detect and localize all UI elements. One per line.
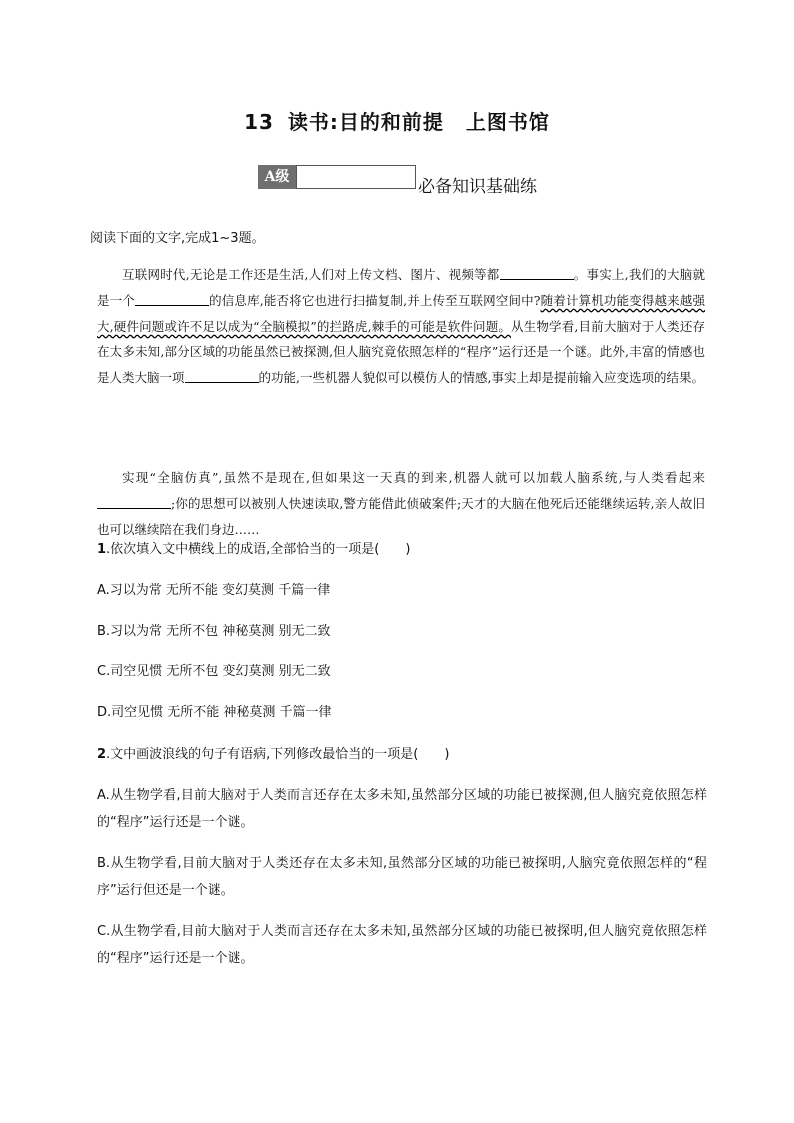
passage-text: ;你的思想可以被别人快速读取,警方能借此侦破案件;天才的大脑在他死后还能继续运转,亲人故旧也可以继续陪在我们身边……	[97, 495, 705, 537]
question-1-option-c[interactable]: C.司空见惯 无所不包 变幻莫测 别无二致	[97, 664, 331, 679]
level-box	[296, 165, 416, 189]
question-1-stem	[97, 536, 705, 563]
question-text: .文中画波浪线的句子有语病,下列修改最恰当的一项是( )	[106, 747, 450, 762]
question-2-option-b[interactable]: B.从生物学看,目前大脑对于人类还存在太多未知,虽然部分区域的功能已被探明,人脑究竟依照怎样的“程序”运行但还是一个谜。	[97, 856, 707, 898]
passage-text: 实现“全脑仿真”,虽然不是现在,但如果这一天真的到来,机器人就可以加载人脑系统,与人类看起来	[122, 470, 705, 485]
wavy-underlined-sentence: 随着计算机功能变得越来越强大,硬件问题或许不足以成为“全脑模拟”的拦路虎,棘手的可能是软件问题。	[97, 292, 705, 334]
question-1-option-b[interactable]: B.习以为常 无所不包 神秘莫测 别无二致	[97, 624, 331, 639]
lesson-title-sub: 上图书馆	[465, 110, 550, 134]
question-number: 1	[97, 542, 107, 557]
lesson-title-main: 读书:目的和前提	[287, 110, 444, 134]
question-1-option-a[interactable]: A.习以为常 无所不能 变幻莫测 千篇一律	[97, 583, 331, 598]
passage-text: 从生物学看,目前大脑对于人类还存在太多未知,部分区域的功能虽然已被探测,但人脑究竟依照怎样的“程序”运行还是一个谜。此外,丰富的情感也是人类大脑一项	[97, 318, 705, 386]
question-2-stem	[97, 741, 705, 768]
blank-line	[500, 266, 574, 280]
passage-text: 的功能,一些机器人貌似可以模仿人的情感,事实上却是提前输入应变选项的结果。	[258, 370, 704, 386]
passage-paragraph-1	[97, 262, 705, 391]
page-title	[0, 106, 794, 135]
question-2-option-c[interactable]: C.从生物学看,目前大脑对于人类而言还存在太多未知,虽然部分区域的功能已被探明,但人脑究竟依照怎样的“程序”运行还是一个谜。	[97, 924, 707, 966]
blank-line	[135, 292, 209, 306]
question-1-option-d[interactable]: D.司空见惯 无所不能 神秘莫测 千篇一律	[97, 705, 332, 720]
passage-text: 互联网时代,无论是工作还是生活,人们对上传文档、图片、视频等都	[122, 267, 500, 282]
passage-text: 。事实上,我们的大脑就是一个	[97, 267, 705, 308]
blank-line	[97, 495, 171, 509]
level-badge: A级	[258, 165, 296, 189]
level-label: 必备知识基础练	[418, 177, 537, 197]
lesson-number: 13	[244, 110, 274, 134]
question-2-option-a[interactable]: A.从生物学看,目前大脑对于人类而言还存在太多未知,虽然部分区域的功能已被探测,但人脑究竟依照怎样的“程序”运行还是一个谜。	[97, 788, 707, 830]
instruction: 阅读下面的文字,完成1~3题。	[90, 231, 265, 246]
passage-paragraph-2	[97, 465, 705, 542]
question-text: .依次填入文中横线上的成语,全部恰当的一项是( )	[106, 542, 411, 557]
blank-line	[185, 369, 259, 383]
question-number: 2	[97, 747, 107, 762]
passage-text: 的信息库,能否将它也进行扫描复制,并上传至互联网空间中?	[208, 292, 541, 308]
